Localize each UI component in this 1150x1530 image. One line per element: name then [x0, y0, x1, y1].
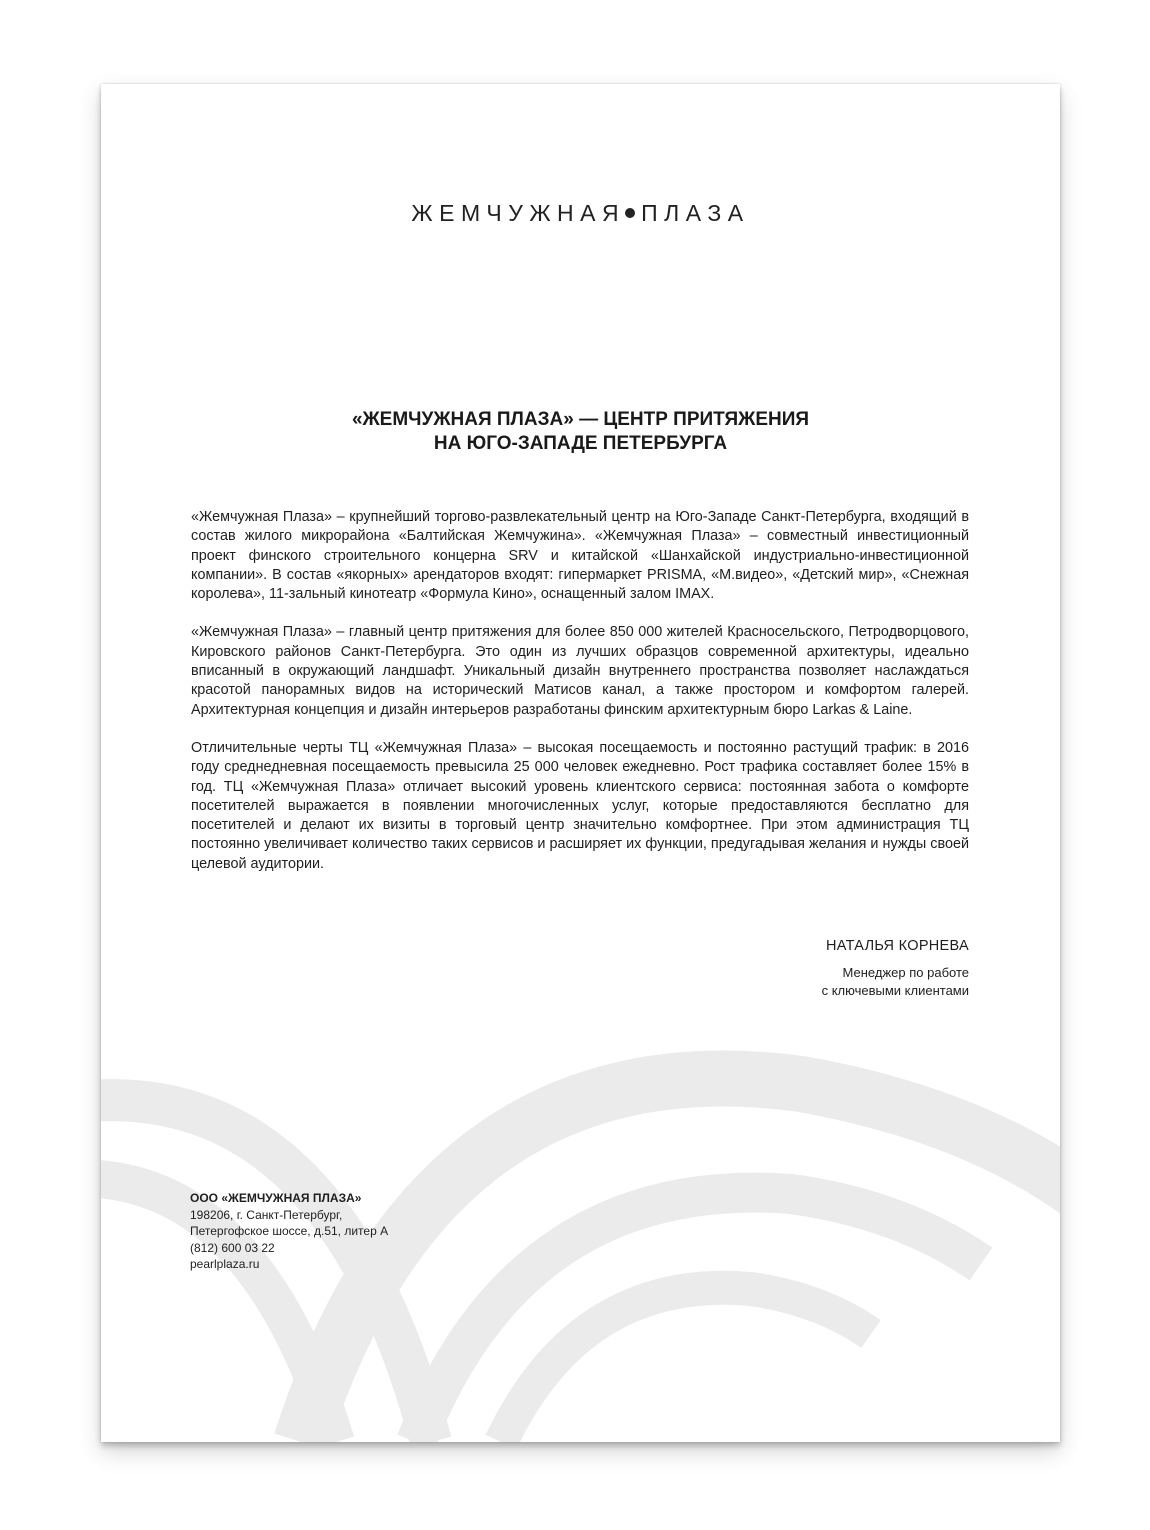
watermark-arc-right-inner [501, 1288, 871, 1442]
footer-website-link[interactable]: pearlplaza.ru [190, 1257, 260, 1271]
signature-block [822, 938, 969, 1000]
signatory-role-line-2: с ключевыми клиентами [821, 983, 969, 998]
footer-phone: (812) 600 03 22 [190, 1240, 275, 1255]
footer-address-line-2: Петергофское шоссе, д.51, литер А [190, 1224, 389, 1238]
letter-body [191, 508, 969, 893]
footer-address-line-1: 198206, г. Санкт-Петербург, [190, 1207, 343, 1222]
body-paragraph-2: «Жемчужная Плаза» – главный центр притяжения для более 850 000 жителей Красносельского, Петродворцового, Кировского районов Санкт-Петербурга. Это один из лучших образцов современной архитектуры, идеально вписанный в окружающий ландшафт. Уникальный дизайн внутреннего пространства позволяет наслаждаться красотой панорамных видов на исторический Матисов канал, а также простором и комфортом галерей. Архитектурная концепция и дизайн интерьеров разработаны финским архитектурным бюро Larkas & Laine. [191, 624, 969, 718]
watermark-arc-right-outer [301, 1079, 1060, 1442]
letter-sheet [101, 84, 1060, 1442]
body-paragraph-3: Отличительные черты ТЦ «Жемчужная Плаза» – высокая посещаемость и постоянно растущий трафик: в 2016 году среднедневная посещаемость превысила 25 000 человек ежедневно. Рост трафика составляет более 15% в год. ТЦ «Жемчужная Плаза» отличает высокий уровень клиентского сервиса: постоянная забота о комфорте посетителей выражается в появлении многочисленных услуг, которые предоставляются бесплатно для посетителей и делают их визиты в торговый центр значительно комфортнее. При этом администрация ТЦ постоянно увеличивает количество таких сервисов и расширяет их функции, предугадывая желания и нужды своей целевой аудитории. [191, 739, 969, 872]
signatory-name: НАТАЛЬЯ КОРНЕВА [826, 938, 969, 954]
signatory-role [822, 964, 969, 1000]
logo-dot-icon [625, 208, 635, 218]
signatory-role-line-1: Менеджер по работе [842, 965, 969, 980]
brand-logo [101, 200, 1060, 227]
footer-company-name: ООО «ЖЕМЧУЖНАЯ ПЛАЗА» [190, 1191, 362, 1205]
logo-word-2: ПЛАЗА [641, 200, 750, 226]
logo-word-1: ЖЕМЧУЖНАЯ [411, 200, 626, 226]
page-title [101, 408, 1060, 456]
title-line-1: «ЖЕМЧУЖНАЯ ПЛАЗА» — ЦЕНТР ПРИТЯЖЕНИЯ [351, 409, 810, 430]
company-footer [190, 1190, 388, 1273]
body-paragraph-1: «Жемчужная Плаза» – крупнейший торгово-развлекательный центр на Юго-Западе Санкт-Петербурга, входящий в состав жилого микрорайона «Балтийская Жемчужина». «Жемчужная Плаза» – совместный инвестиционный проект финского строительного концерна SRV и китайской «Шанхайской индустриально-инвестиционной компании». В состав «якорных» арендаторов входят: гипермаркет PRISMA, «М.видео», «Детский мир», «Снежная королева», 11-зальный кинотеатр «Формула Кино», оснащенный залом IMAX. [191, 509, 969, 603]
watermark-arc-right-middle [416, 1193, 981, 1442]
title-line-2: НА ЮГО-ЗАПАДЕ ПЕТЕРБУРГА [433, 433, 728, 454]
